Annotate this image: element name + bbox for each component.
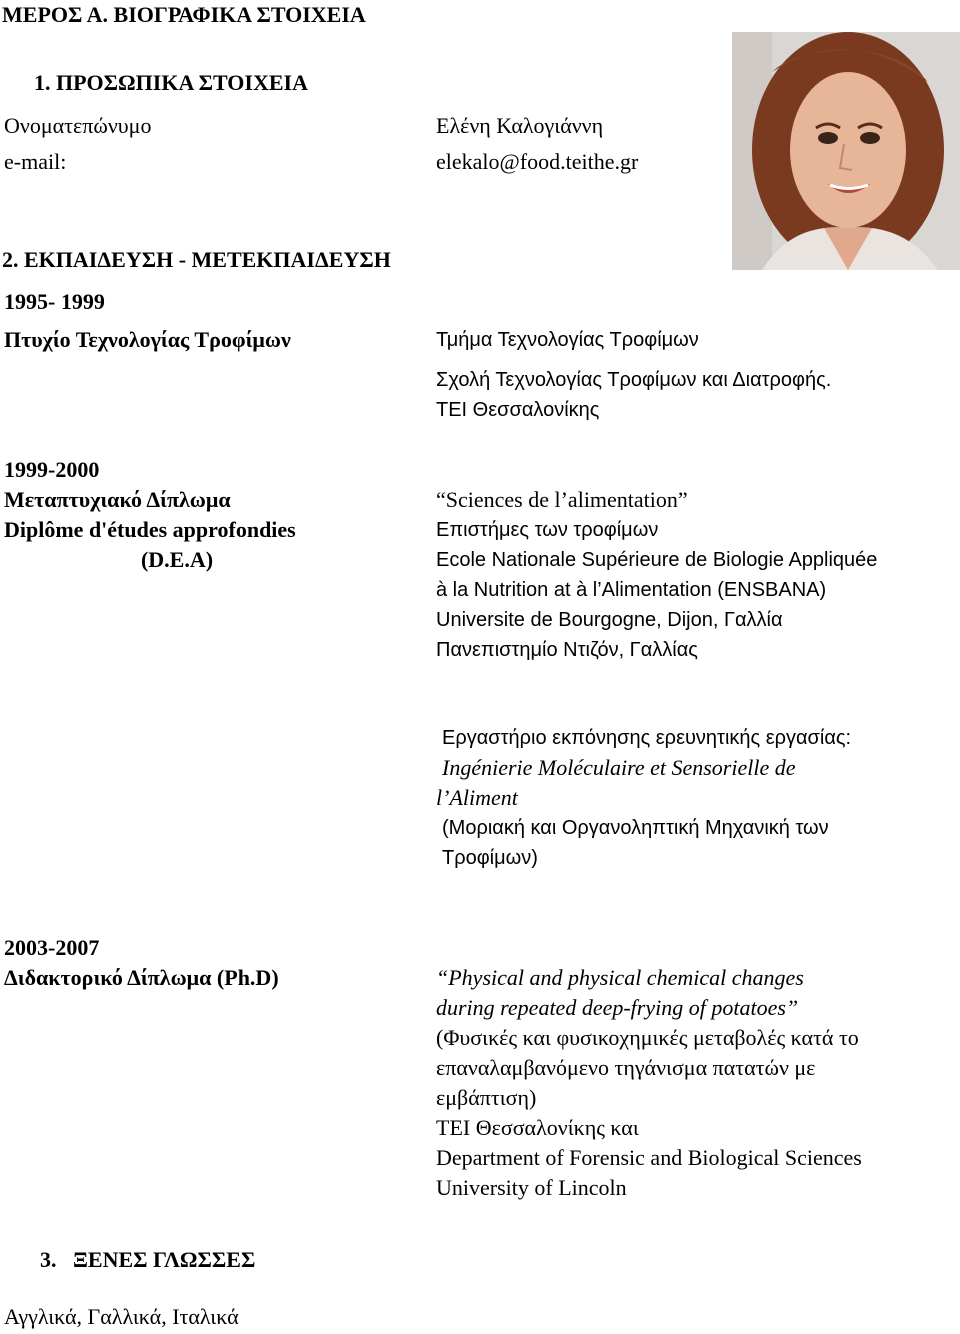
bsc-line: ΤΕΙ Θεσσαλονίκης [436, 399, 600, 421]
msc-line: Ecole Nationale Supérieure de Biologie Appliquée [436, 549, 878, 571]
lab-name-greek-cont: Τροφίμων) [442, 847, 538, 869]
phd-line: ΤΕΙ Θεσσαλονίκης και [436, 1115, 639, 1140]
email-value[interactable]: elekalo@food.teithe.gr [436, 149, 639, 174]
msc-line: à la Nutrition at à l’Alimentation (ENSBANA) [436, 579, 827, 601]
part-title: ΜΕΡΟΣ Α. ΒΙΟΓΡΑΦΙΚΑ ΣΤΟΙΧΕΙΑ [2, 2, 366, 27]
personal-heading: 1. ΠΡΟΣΩΠΙΚΑ ΣΤΟΙΧΕΙΑ [34, 70, 308, 95]
msc-title: Μεταπτυχιακό Δίπλωμα [4, 487, 231, 512]
phd-years: 2003-2007 [4, 935, 100, 960]
phd-line: University of Lincoln [436, 1175, 627, 1200]
portrait-photo-image [732, 32, 960, 270]
msc-title-fr: Diplôme d'études approfondies [4, 517, 296, 542]
name-label: Ονοματεπώνυμο [4, 113, 152, 138]
msc-line: Universite de Bourgogne, Dijon, Γαλλία [436, 609, 783, 631]
phd-thesis: “Physical and physical chemical changes [436, 965, 804, 990]
msc-years: 1999-2000 [4, 457, 100, 482]
msc-line: Επιστήμες των τροφίμων [436, 519, 659, 541]
msc-line: Πανεπιστημίο Ντιζόν, Γαλλίας [436, 639, 698, 661]
bsc-line: Τμήμα Τεχνολογίας Τροφίμων [436, 329, 699, 351]
name-value: Ελένη Καλογιάννη [436, 113, 604, 138]
bsc-years: 1995- 1999 [4, 289, 105, 314]
phd-line: εμβάπτιση) [436, 1085, 537, 1110]
phd-line: Department of Forensic and Biological Sciences [436, 1145, 862, 1170]
phd-thesis-cont: during repeated deep-frying of potatoes” [436, 995, 799, 1020]
languages-list: Αγγλικά, Γαλλικά, Ιταλικά [4, 1304, 239, 1329]
lab-name: Ingénierie Moléculaire et Sensorielle de [442, 755, 796, 780]
lab-label: Εργαστήριο εκπόνησης ερευνητικής εργασίας: [442, 727, 852, 749]
msc-title-abbr: (D.E.A) [140, 547, 214, 572]
bsc-line: Σχολή Τεχνολογίας Τροφίμων και Διατροφής. [436, 369, 832, 391]
lab-name-cont: l’Aliment [436, 785, 518, 810]
phd-title: Διδακτορικό Δίπλωμα (Ph.D) [4, 965, 279, 990]
email-label: e-mail: [4, 149, 67, 174]
portrait-photo [732, 32, 960, 270]
bsc-title: Πτυχίο Τεχνολογίας Τροφίμων [4, 327, 291, 352]
msc-line: “Sciences de l’alimentation” [436, 487, 688, 512]
phd-line: (Φυσικές και φυσικοχημικές μεταβολές κατά το [436, 1025, 859, 1050]
languages-heading: 3. ΞΕΝΕΣ ΓΛΩΣΣΕΣ [40, 1247, 256, 1272]
lab-name-greek: (Μοριακή και Οργανοληπτική Μηχανική των [442, 817, 829, 839]
education-heading: 2. ΕΚΠΑΙΔΕΥΣΗ - ΜΕΤΕΚΠΑΙΔΕΥΣΗ [2, 247, 391, 272]
phd-line: επαναλαμβανόμενο τηγάνισμα πατατών με [436, 1055, 816, 1080]
